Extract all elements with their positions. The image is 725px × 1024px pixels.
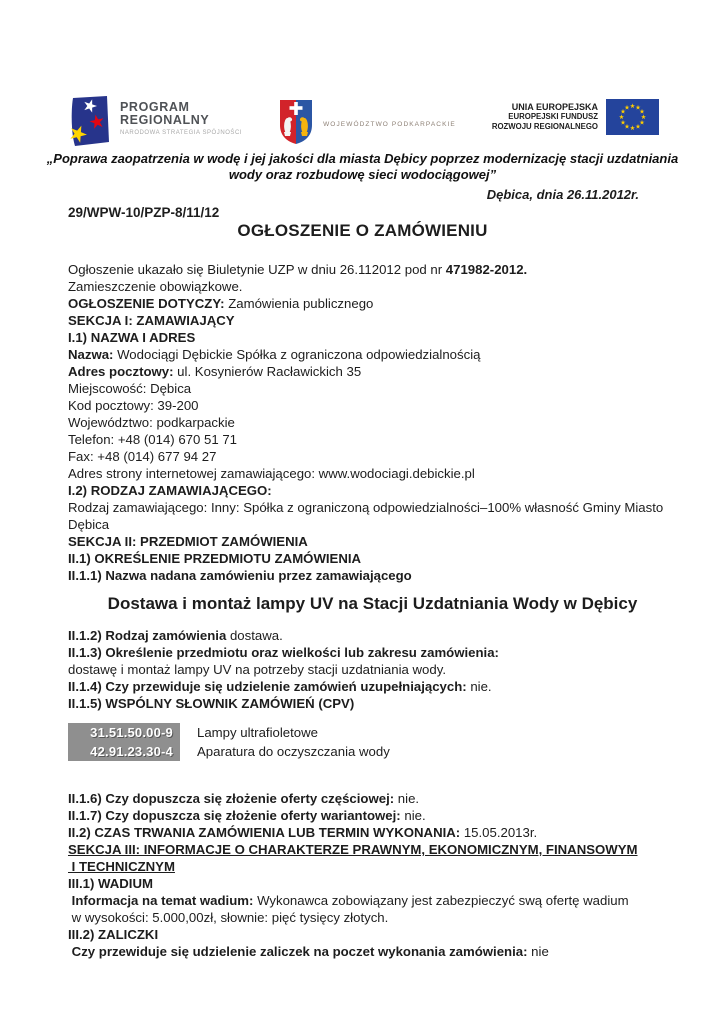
doc-line bbox=[68, 261, 677, 278]
doc-line bbox=[68, 397, 677, 414]
text-segment: Miejscowość: Dębica bbox=[68, 381, 192, 396]
eu-logo-text bbox=[492, 99, 598, 132]
cpv-row bbox=[68, 723, 677, 742]
doc-line bbox=[68, 841, 677, 858]
text-segment: II.1.3) Określenie przedmiotu oraz wielkości lub zakresu zamówienia: bbox=[68, 645, 499, 660]
doc-line bbox=[68, 550, 677, 567]
eu-logo bbox=[492, 95, 659, 140]
document-title: OGŁOSZENIE O ZAMÓWIENIU bbox=[237, 221, 488, 240]
project-title-line2: wody oraz rozbudowę sieci wodociągowej” bbox=[228, 167, 497, 182]
text-segment: SEKCJA I: ZAMAWIAJĄCY bbox=[68, 313, 235, 328]
text-segment: Fax: +48 (014) 677 94 27 bbox=[68, 449, 217, 464]
project-title bbox=[40, 151, 685, 183]
section-przedmiot bbox=[68, 627, 677, 712]
text-segment: nie. bbox=[394, 791, 420, 806]
nss-subtitle: NARODOWA STRATEGIA SPÓJNOŚCI bbox=[120, 130, 243, 136]
text-segment: II.1.1) Nazwa nadana zamówieniu przez zamawiającego bbox=[68, 568, 412, 583]
text-segment: Informacja na temat wadium: bbox=[68, 893, 254, 908]
text-segment: SEKCJA III: INFORMACJE O CHARAKTERZE PRAWNYM, EKONOMICZNYM, FINANSOWYM bbox=[68, 842, 638, 857]
doc-line bbox=[68, 807, 677, 824]
doc-line bbox=[68, 627, 677, 644]
text-segment: 15.05.2013r. bbox=[460, 825, 538, 840]
nss-flag-icon bbox=[68, 95, 112, 154]
text-segment: nie bbox=[527, 944, 549, 959]
eu-text-line1: UNIA EUROPEJSKA bbox=[511, 102, 598, 112]
text-segment: Kod pocztowy: 39-200 bbox=[68, 398, 199, 413]
doc-line bbox=[68, 516, 677, 533]
text-segment: Czy przewiduje się udzielenie zaliczek na poczet wykonania zamówienia: bbox=[68, 944, 528, 959]
doc-line bbox=[68, 431, 677, 448]
podkarpackie-coat-of-arms-icon bbox=[278, 98, 314, 151]
text-segment: Wykonawca zobowiązany jest zabezpieczyć swą ofertę wadium bbox=[253, 893, 629, 908]
text-segment: II.1.4) Czy przewiduje się udzielenie zamówień uzupełniających: bbox=[68, 679, 467, 694]
text-segment: dostawa. bbox=[226, 628, 283, 643]
doc-line bbox=[68, 892, 677, 909]
text-segment: I.2) RODZAJ ZAMAWIAJĄCEGO: bbox=[68, 483, 272, 498]
doc-line bbox=[68, 644, 677, 661]
podkarpackie-label: WOJEWÓDZTWO PODKARPACKIE bbox=[323, 121, 456, 128]
text-segment: OGŁOSZENIE DOTYCZY: bbox=[68, 296, 225, 311]
doc-line bbox=[68, 380, 677, 397]
text-segment: II.1.6) Czy dopuszcza się złożenie oferty częściowej: bbox=[68, 791, 395, 806]
doc-line bbox=[68, 661, 677, 678]
text-segment: Wodociągi Dębickie Spółka z ograniczona odpowiedzialnością bbox=[113, 347, 481, 362]
doc-line bbox=[68, 824, 677, 841]
section-informacje bbox=[68, 790, 677, 960]
doc-line bbox=[68, 329, 677, 346]
text-segment: II.1.7) Czy dopuszcza się złożenie oferty wariantowej: bbox=[68, 808, 401, 823]
nss-title-line2: REGIONALNY bbox=[120, 113, 210, 127]
podkarpackie-logo bbox=[278, 95, 456, 151]
dateline: Dębica, dnia 26.11.2012r. bbox=[486, 187, 639, 202]
doc-line bbox=[68, 448, 677, 465]
doc-line bbox=[68, 278, 677, 295]
section-zamawiajacy bbox=[68, 261, 677, 584]
document-body bbox=[68, 261, 677, 960]
text-segment: SEKCJA II: PRZEDMIOT ZAMÓWIENIA bbox=[68, 534, 308, 549]
doc-line bbox=[68, 465, 677, 482]
text-segment: II.2) CZAS TRWANIA ZAMÓWIENIA LUB TERMIN WYKONANIA: bbox=[68, 825, 461, 840]
text-segment: Telefon: +48 (014) 670 51 71 bbox=[68, 432, 238, 447]
project-title-line1: „Poprawa zaopatrzenia w wodę i jej jakości dla miasta Dębicy poprzez modernizację stacji uzdatniania bbox=[46, 151, 679, 166]
eu-text-line2: EUROPEJSKI FUNDUSZ bbox=[508, 112, 598, 121]
text-segment: III.2) ZALICZKI bbox=[68, 927, 159, 942]
text-segment: ul. Kosynierów Racławickich 35 bbox=[173, 364, 362, 379]
doc-line bbox=[68, 363, 677, 380]
doc-line bbox=[68, 295, 677, 312]
text-segment: w wysokości: 5.000,00zł, słownie: pięć tysięcy złotych. bbox=[68, 910, 389, 925]
text-segment: Zamówienia publicznego bbox=[224, 296, 374, 311]
text-segment: I TECHNICZNYM bbox=[68, 859, 175, 874]
cpv-description: Aparatura do oczyszczania wody bbox=[197, 744, 390, 759]
cpv-table bbox=[68, 723, 677, 761]
text-segment: nie. bbox=[400, 808, 426, 823]
doc-line bbox=[68, 533, 677, 550]
text-segment: I.1) NAZWA I ADRES bbox=[68, 330, 196, 345]
cpv-description: Lampy ultrafioletowe bbox=[197, 725, 318, 740]
text-segment: II.1.2) Rodzaj zamówienia bbox=[68, 628, 227, 643]
text-segment: Zamieszczenie obowiązkowe. bbox=[68, 279, 243, 294]
reference-number: 29/WPW-10/PZP-8/11/12 bbox=[68, 205, 220, 220]
text-segment: 471982-2012. bbox=[445, 262, 528, 277]
doc-line bbox=[68, 482, 677, 499]
doc-line bbox=[68, 346, 677, 363]
doc-line bbox=[68, 695, 677, 712]
nss-title-line1: PROGRAM bbox=[120, 100, 190, 114]
text-segment: Rodzaj zamawiającego: Inny: Spółka z ograniczoną odpowiedzialności–100% własność Gminy Miasto bbox=[68, 500, 664, 515]
eu-flag-icon bbox=[606, 99, 659, 140]
doc-line bbox=[68, 909, 677, 926]
doc-line bbox=[68, 499, 677, 516]
text-segment: Nazwa: bbox=[68, 347, 114, 362]
doc-line bbox=[68, 943, 677, 960]
doc-line bbox=[68, 790, 677, 807]
text-segment: III.1) WADIUM bbox=[68, 876, 153, 891]
header-logo-strip bbox=[68, 95, 659, 153]
program-regionalny-logo bbox=[68, 95, 242, 154]
text-segment: II.1) OKREŚLENIE PRZEDMIOTU ZAMÓWIENIA bbox=[68, 551, 362, 566]
doc-line bbox=[68, 875, 677, 892]
doc-line bbox=[68, 567, 677, 584]
cpv-code: 42.91.23.30-4 bbox=[68, 742, 180, 761]
eu-text-line3: ROZWOJU REGIONALNEGO bbox=[491, 122, 598, 131]
doc-line bbox=[68, 858, 677, 875]
text-segment: Dębica bbox=[68, 517, 110, 532]
text-segment: dostawę i montaż lampy UV na potrzeby stacji uzdatniania wody. bbox=[68, 662, 446, 677]
text-segment: Adres strony internetowej zamawiającego: www.wodociagi.debickie.pl bbox=[68, 466, 475, 481]
doc-line bbox=[68, 926, 677, 943]
cpv-row bbox=[68, 742, 677, 761]
text-segment: nie. bbox=[466, 679, 492, 694]
doc-line bbox=[68, 414, 677, 431]
text-segment: Adres pocztowy: bbox=[68, 364, 174, 379]
text-segment: Województwo: podkarpackie bbox=[68, 415, 235, 430]
text-segment: II.1.5) WSPÓLNY SŁOWNIK ZAMÓWIEŃ (CPV) bbox=[68, 696, 355, 711]
nss-logo-text bbox=[120, 95, 242, 136]
text-segment: Ogłoszenie ukazało się Biuletynie UZP w dniu 26.112012 pod nr bbox=[68, 262, 446, 277]
product-heading: Dostawa i montaż lampy UV na Stacji Uzdatniania Wody w Dębicy bbox=[107, 594, 638, 613]
cpv-code: 31.51.50.00-9 bbox=[68, 723, 180, 742]
doc-line bbox=[68, 678, 677, 695]
doc-line bbox=[68, 312, 677, 329]
